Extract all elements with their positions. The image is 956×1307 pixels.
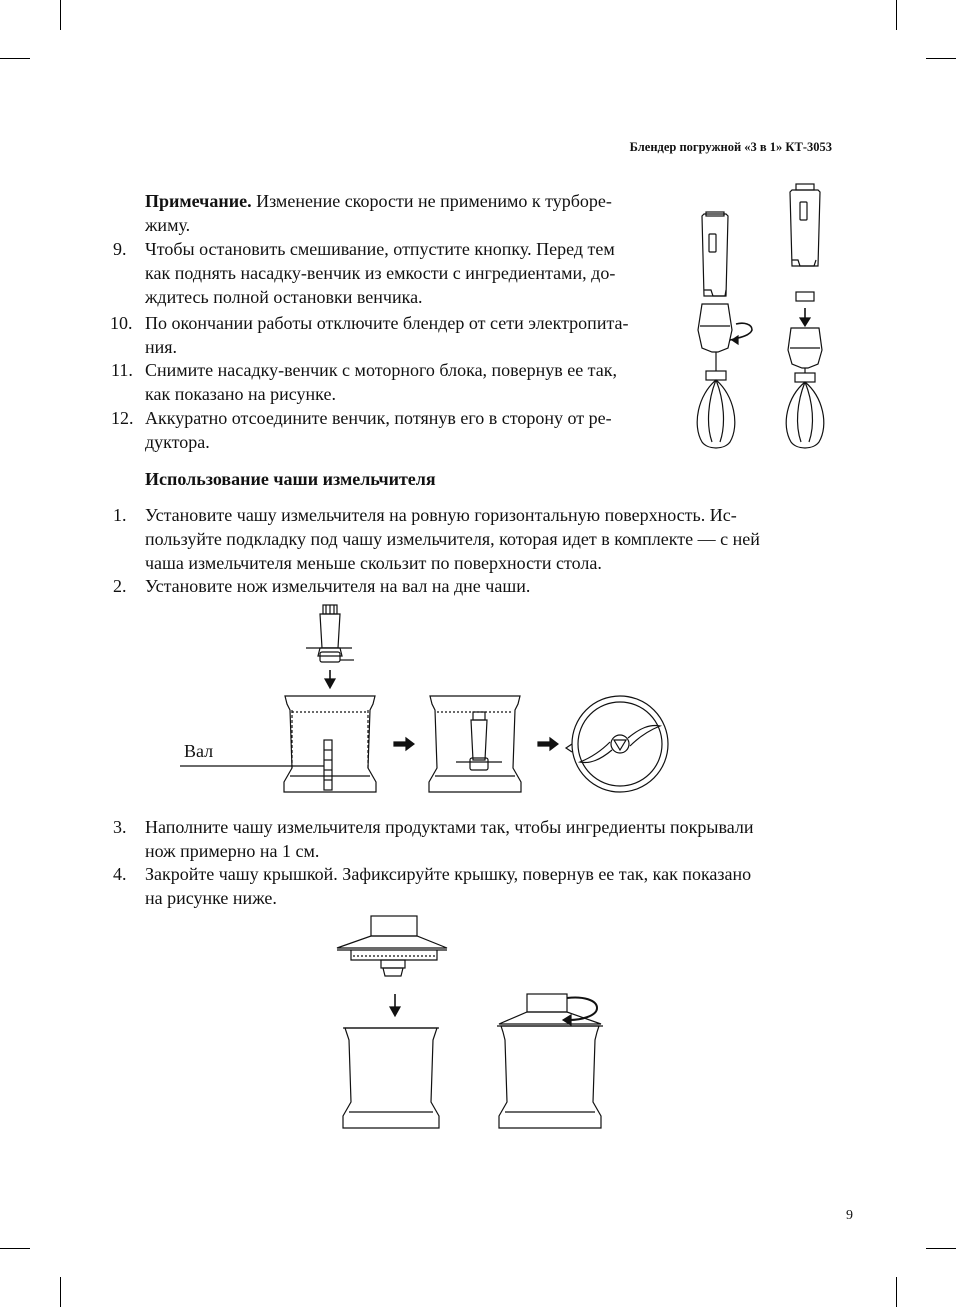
crop-mark bbox=[0, 58, 30, 59]
item-line: нож примерно на 1 см. bbox=[145, 841, 320, 861]
item-number: 3. bbox=[113, 817, 127, 837]
crop-mark bbox=[60, 1277, 61, 1307]
item-number: 1. bbox=[113, 505, 127, 525]
item-number: 11. bbox=[111, 360, 133, 380]
running-header: Блендер погружной «3 в 1» КТ-3053 bbox=[629, 140, 832, 154]
item-line: как показано на рисунке. bbox=[145, 384, 336, 404]
item-line: Установите чашу измельчителя на ровную горизонтальную поверхность. Ис- bbox=[145, 505, 737, 525]
note-text: Изменение скорости не применимо к турборе- bbox=[256, 191, 612, 211]
item-number: 9. bbox=[113, 239, 127, 259]
note-line-2: жиму. bbox=[145, 215, 191, 235]
note-line bbox=[145, 189, 612, 213]
whisk-removal-illustration bbox=[680, 180, 840, 455]
crop-mark bbox=[896, 0, 897, 30]
crop-mark bbox=[926, 58, 956, 59]
item-line: как поднять насадку-венчик из емкости с ингредиентами, до- bbox=[145, 263, 616, 283]
crop-mark bbox=[896, 1277, 897, 1307]
item-line: чаша измельчителя меньше скользит по поверхности стола. bbox=[145, 553, 602, 573]
crop-mark bbox=[0, 1248, 30, 1249]
item-line: Аккуратно отсоедините венчик, потянув его в сторону от ре- bbox=[145, 408, 612, 428]
item-line: ждитесь полной остановки венчика. bbox=[145, 287, 423, 307]
item-line: Закройте чашу крышкой. Зафиксируйте крышку, повернув ее так, как показано bbox=[145, 864, 752, 884]
item-line: Чтобы остановить смешивание, отпустите кнопку. Перед тем bbox=[145, 239, 615, 259]
crop-mark bbox=[60, 0, 61, 30]
shaft-label: Вал bbox=[184, 741, 214, 761]
item-line: Снимите насадку-венчик с моторного блока, повернув ее так, bbox=[145, 360, 617, 380]
item-number: 2. bbox=[113, 576, 127, 596]
item-line: По окончании работы отключите блендер от сети электропита- bbox=[145, 313, 629, 333]
lid-closing-illustration bbox=[335, 912, 610, 1137]
section-heading: Использование чаши измельчителя bbox=[145, 469, 436, 489]
item-line: ния. bbox=[145, 337, 178, 357]
item-line: Установите нож измельчителя на вал на дне чаши. bbox=[145, 576, 531, 596]
crop-mark bbox=[926, 1248, 956, 1249]
item-number: 12. bbox=[111, 408, 134, 428]
knife-installation-illustration bbox=[180, 600, 680, 805]
item-line: пользуйте подкладку под чашу измельчителя, которая идет в комплекте — с ней bbox=[145, 529, 760, 549]
item-number: 4. bbox=[113, 864, 127, 884]
item-line: Наполните чашу измельчителя продуктами так, чтобы ингредиенты покрывали bbox=[145, 817, 754, 837]
note-label: Примечание. bbox=[145, 191, 252, 211]
page-number: 9 bbox=[846, 1208, 853, 1223]
item-line: дуктора. bbox=[145, 432, 210, 452]
item-line: на рисунке ниже. bbox=[145, 888, 277, 908]
item-number: 10. bbox=[110, 313, 133, 333]
